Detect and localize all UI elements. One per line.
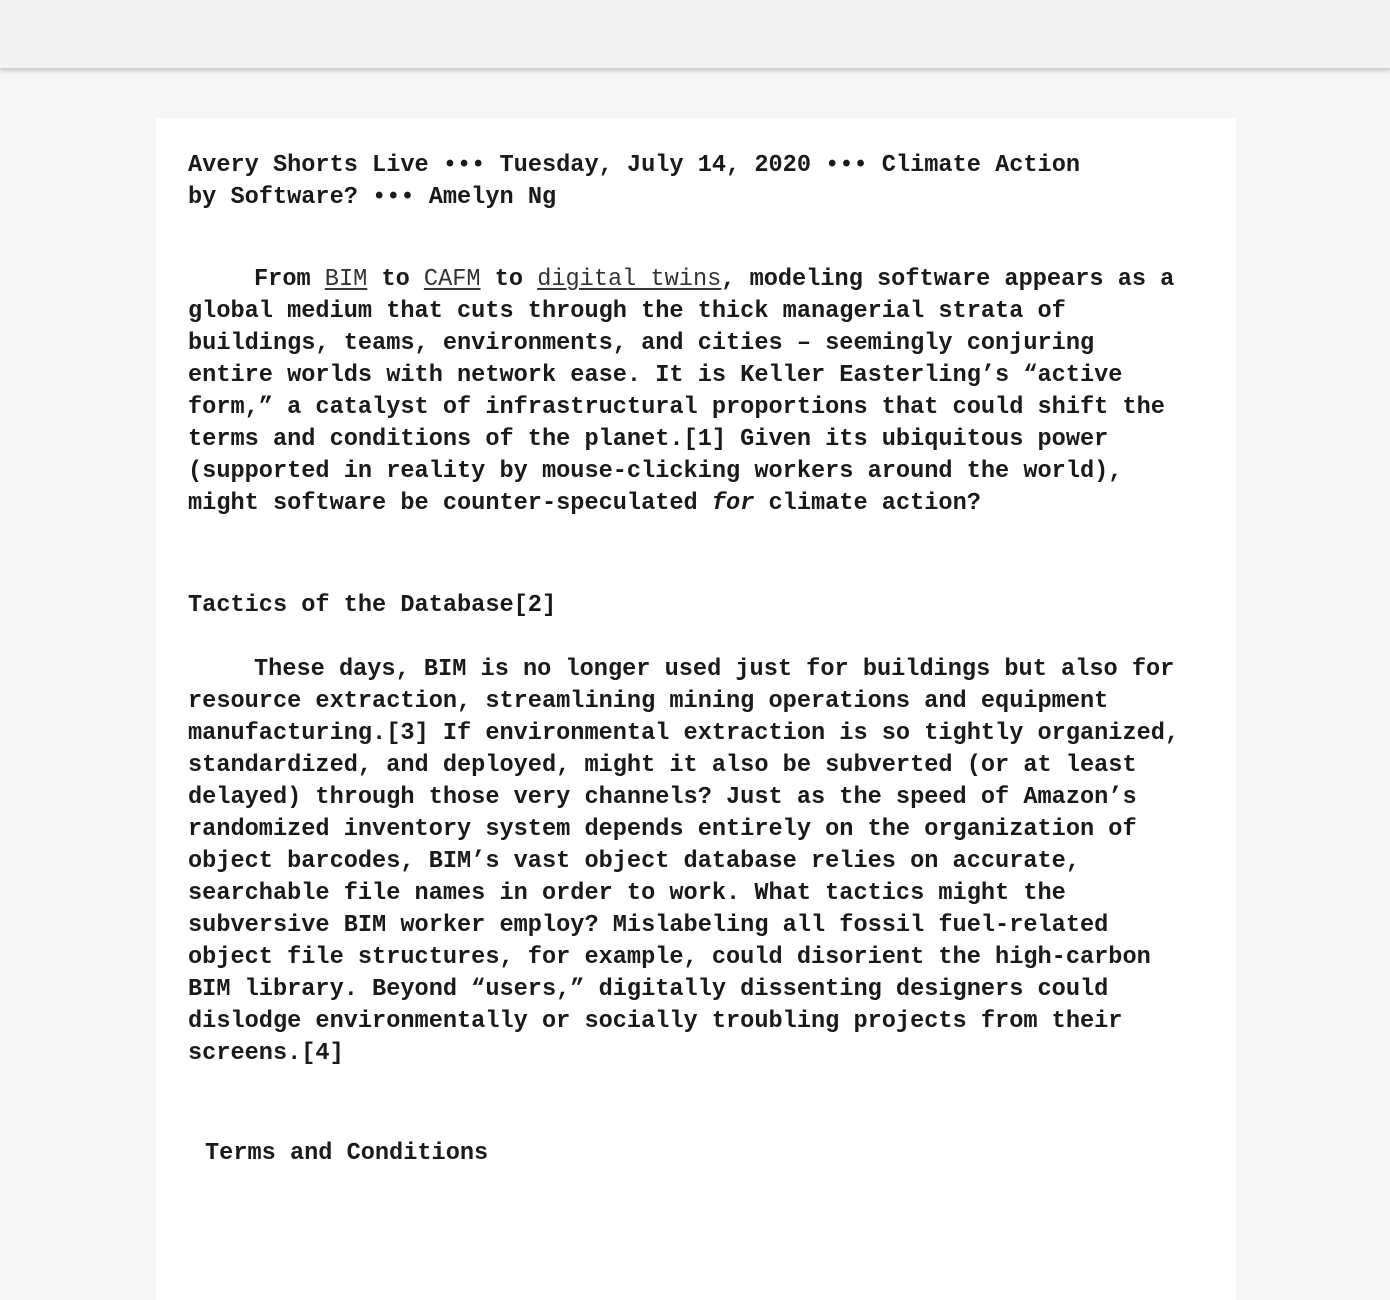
section-paragraph: These days, BIM is no longer used just for buildings but also for resource extraction, streamlining mining operations and equipment manufacturing.[3] If environmental extraction is so tightly organized, standardized, and deployed, might it also be subverted (or at least delayed) through those very channels? Just as the speed of Amazon’s randomized inventory system depends entirely on the organization of object barcodes, BIM’s vast object database relies on accurate, searchable file names in order to work. What tactics might the subversive BIM worker employ? Mislabeling all fossil fuel-related object file structures, for example, could disorient the high-carbon BIM library. Beyond “users,” digitally dissenting designers could dislodge environmentally or socially troubling projects from their screens.[4] [188,656,1180,1067]
intro-text: to [367,266,424,293]
author-name: Amelyn Ng [428,184,557,211]
intro-text: climate action? [754,490,981,517]
emphasis-for: for [711,490,755,517]
cafm-link[interactable]: CAFM [423,266,481,293]
digital-twins-link[interactable]: digital twins [537,266,722,293]
bim-link[interactable]: BIM [324,266,368,293]
section-heading: Tactics of the Database[2] [188,592,557,619]
intro-text: , modeling software appears as a global medium that cuts through the thick managerial strata of buildings, teams, environments, and cities – seemingly conjuring entire worlds with network ease. It is Keller Easterling’s “active form,” a catalyst of infrastructural proportions that could shift the terms and conditions of the planet.[1] Given its ubiquitous power (supported in reality by mouse-clicking workers around the world), might software be counter-speculated [188,266,1175,517]
talk-title: Climate Action by Software? [188,152,1081,211]
intro-paragraph [188,264,1188,520]
article-header [188,150,1118,214]
separator: ••• [811,152,882,179]
separator: ••• [357,184,429,211]
terms-and-conditions-link[interactable]: Terms and Conditions [205,1140,489,1167]
event-date: Tuesday, July 14, 2020 [499,152,811,179]
top-toolbar [0,0,1390,69]
intro-text: to [480,266,538,293]
separator: ••• [428,152,500,179]
show-name: Avery Shorts Live [188,152,429,179]
document-page [156,118,1236,1300]
article [188,150,1198,1170]
intro-text: From [254,266,325,293]
